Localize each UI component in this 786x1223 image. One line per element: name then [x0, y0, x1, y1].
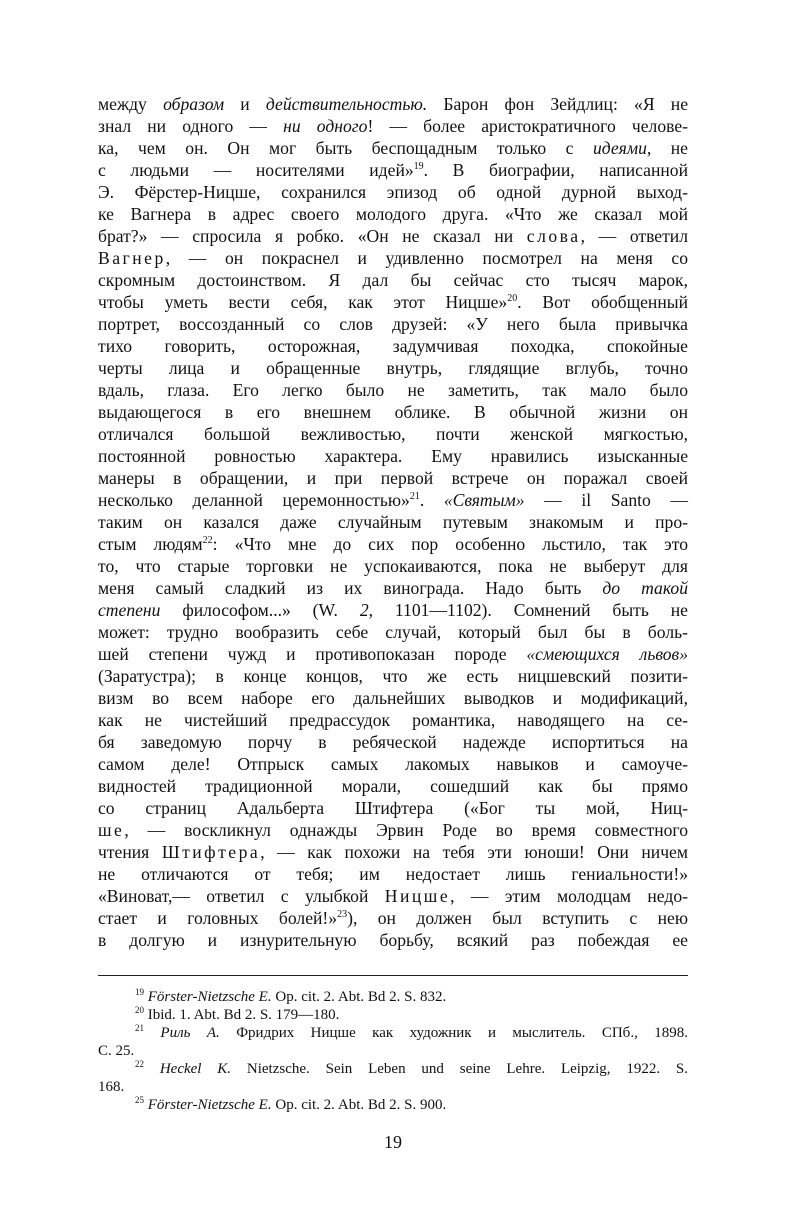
- footnote: $^{21}$ Риль А. Фридрих Ницше как художник и мыслитель. СПб., 1898.: [135, 1023, 688, 1041]
- text-line: манеры в обращении, и при первой встрече он поражал своей: [98, 468, 688, 488]
- text-line: меня самый сладкий из их винограда. Надо быть до такой: [98, 578, 689, 598]
- text-line: выдающегося в его внешнем облике. В обычной жизни он: [98, 402, 688, 422]
- text-line: Э. Фёрстер-Ницше, сохранился эпизод об одной дурной выход-: [98, 182, 688, 202]
- text-line: Вагнер, — он покраснел и удивленно посмотрел на меня со: [98, 248, 688, 268]
- text-line: между образом и действительностью. Барон фон Зейдлиц: «Я не: [98, 94, 689, 114]
- text-line: с людьми — носителями идей»$^{19}$. В биографии, написанной: [98, 160, 688, 180]
- text-line: бя заведомую порчу в ребяческой надежде испортиться на: [98, 732, 688, 752]
- text-line: знал ни одного — ни одного! — более аристократичного челове-: [98, 116, 689, 136]
- text-line: может: трудно вообразить себе случай, который был бы в боль-: [98, 622, 688, 642]
- footnote: $^{22}$ Heckel K. Nietzsche. Sein Leben und seine Lehre. Leipzig, 1922. S.: [135, 1059, 689, 1077]
- text-line: (Заратустра); в конце концов, что же есть ницшевский позити-: [98, 666, 688, 686]
- text-line: в долгую и изнурительную борьбу, всякий раз побеждая ее: [98, 930, 688, 950]
- text-line: брат?» — спросила я робко. «Он не сказал ни слова, — ответил: [98, 226, 688, 246]
- text-line: черты лица и обращенные внутрь, глядящие вглубь, точно: [98, 358, 688, 378]
- footnote-ref: 23: [337, 909, 348, 920]
- text-line: чтобы уметь вести себя, как этот Ницше»$^{20}$. Вот обобщенный: [98, 292, 688, 312]
- text-line: таким он казался даже случайным путевым знакомым и про-: [98, 512, 688, 532]
- text-line: тихо говорить, осторожная, задумчивая походка, спокойные: [98, 336, 688, 356]
- footnote-ref: 21: [409, 491, 420, 502]
- text-line: ке Вагнера в адрес своего молодого друга. «Что же сказал мой: [98, 204, 688, 224]
- footnote: $^{25}$ Förster-Nietzsche E. Op. cit. 2. Abt. Bd 2. S. 900.: [135, 1095, 447, 1113]
- footnote-divider: [98, 975, 688, 976]
- text-line: не отличаются от тебя; им недостает лишь гениальности!»: [98, 864, 688, 884]
- footnote-continuation: 168.: [98, 1079, 125, 1095]
- footnote-ref: 19: [413, 161, 424, 172]
- text-line: отличался большой вежливостью, почти женской мягкостью,: [98, 424, 688, 444]
- text-line: самом деле! Отпрыск самых лакомых навыков и самоуче-: [98, 754, 688, 774]
- text-line: чтения Штифтера, — как похожи на тебя эти юноши! Они ничем: [98, 842, 688, 862]
- text-line: вдаль, глаза. Его легко было не заметить, так мало было: [98, 380, 688, 400]
- footnote: $^{20}$ Ibid. 1. Abt. Bd 2. S. 179—180.: [135, 1005, 340, 1023]
- text-line: со страниц Адальберта Штифтера («Бог ты мой, Ниц-: [98, 798, 688, 818]
- text-line: портрет, воссозданный со слов друзей: «У него была привычка: [98, 314, 688, 334]
- text-line: ка, чем он. Он мог быть беспощадным только с идеями, не: [98, 138, 688, 158]
- footnote-continuation: С. 25.: [98, 1043, 135, 1059]
- footnote-ref: 22: [202, 535, 213, 546]
- text-line: несколько деланной церемонностью»$^{21}$. «Святым» — il Santo —: [98, 490, 688, 510]
- text-line: шей степени чужд и противопоказан породе «смеющихся львов»: [98, 644, 688, 664]
- footnote-ref: 20: [507, 293, 518, 304]
- footnote: $^{19}$ Förster-Nietzsche E. Op. cit. 2. Abt. Bd 2. S. 832.: [135, 987, 447, 1005]
- text-line: стает и головных болей!»$^{23}$), он должен был вступить с нею: [98, 908, 688, 928]
- text-line: стым людям$^{22}$: «Что мне до сих пор особенно льстило, так это: [98, 534, 688, 554]
- text-line: ше, — воскликнул однажды Эрвин Роде во время совместного: [98, 820, 688, 840]
- page-number: 19: [384, 1132, 402, 1152]
- text-line: как не чистейший предрассудок романтика, наводящего на се-: [98, 710, 688, 730]
- text-line: визм во всем наборе его дальнейших выводков и модификаций,: [98, 688, 688, 708]
- text-line: степени философом...» (W. 2, 1101—1102). Сомнений быть не: [98, 600, 688, 620]
- text-line: постоянной ровностью характера. Ему нравились изысканные: [98, 446, 688, 466]
- text-line: видностей традиционной морали, сошедший как бы прямо: [98, 776, 688, 796]
- text-line: то, что старые торговки не успокаиваются, пока не выберут для: [98, 556, 688, 576]
- text-line: «Виноват,— ответил с улыбкой Ницше, — этим молодцам недо-: [98, 886, 688, 906]
- text-line: скромным достоинством. Я дал бы сейчас сто тысяч марок,: [98, 270, 688, 290]
